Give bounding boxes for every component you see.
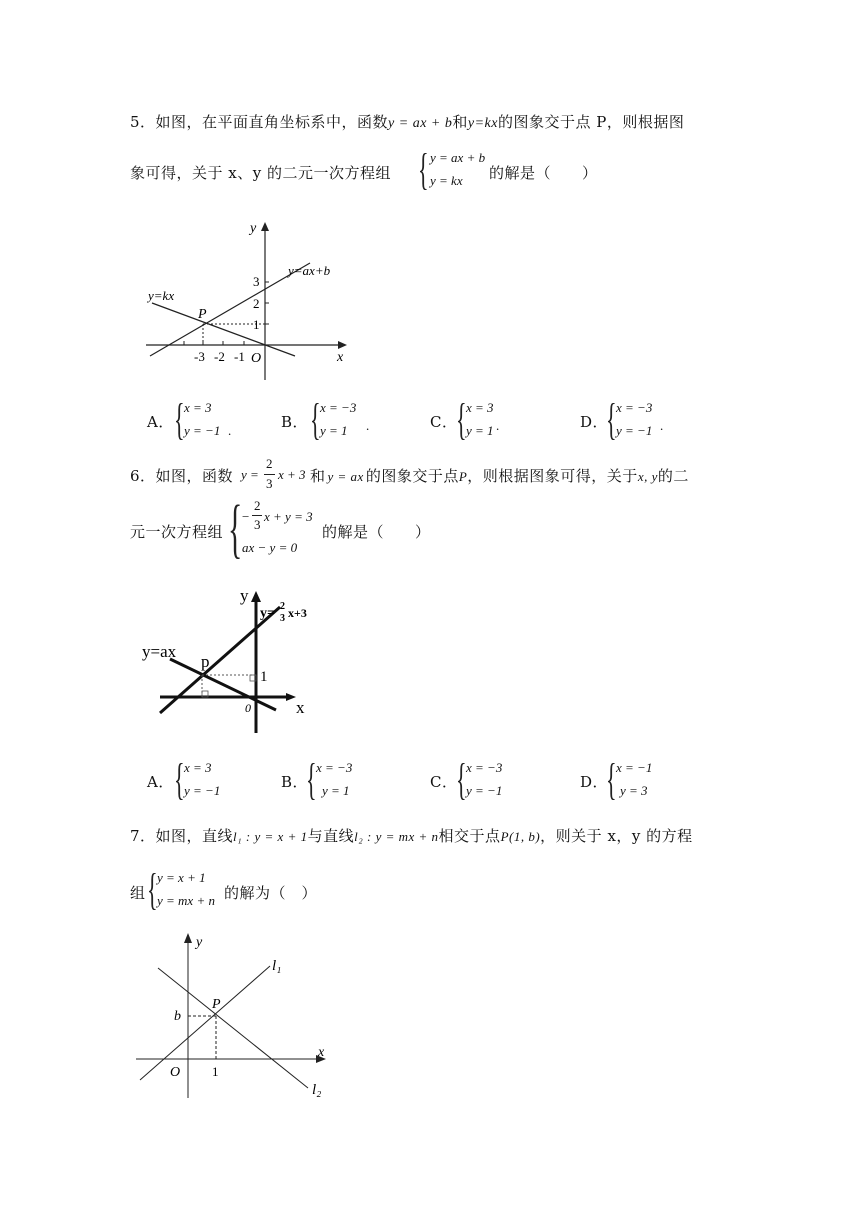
option-row: x = −3 [320,400,357,415]
option-d-system [606,755,676,804]
option-row: y = −1 [184,783,221,798]
q5-sys-row-2: y = kx [430,173,463,188]
origin-label: 0 [245,701,251,715]
line-label-kx: y=kx [148,288,175,303]
q5-text: 5．如图，在平面直角坐标系中，函数 [130,113,389,131]
q7-l2-eq: l₂ : y = mx + n [354,829,439,844]
option-row: y = 3 [620,783,648,798]
brace-icon: { [456,395,467,444]
q6-text: ，则根据图象可得，关于 [467,467,638,485]
option-period: . [366,418,370,433]
tick-label: -3 [194,349,205,364]
axis-label-y: y [250,221,257,236]
option-a-system [174,755,244,804]
q6-line-1 [130,466,233,486]
option-d-system [606,395,676,444]
point-label-p: P [212,997,221,1012]
q5-text: 的图象交于点 P，则根据图 [497,113,685,131]
q5-equation-system [418,145,498,194]
frac-numerator: 2 [254,498,261,513]
y-arrow-icon [251,591,261,602]
q6-text: 6．如图，函数 [130,467,234,485]
frac-denominator: 3 [254,517,261,532]
point-label-p: p [201,652,210,671]
q7-text: ，则关于 x，y 的方程 [540,827,693,845]
q7-sys-row-1: y = x + 1 [157,870,206,885]
point-label-p: P [198,307,207,322]
axis-label-x: x [337,350,344,365]
q7-figure [130,928,340,1108]
q5-line-1 [130,112,684,134]
q7-text: 与直线 [307,827,355,845]
option-row: y = −1 [466,783,503,798]
tick-label: 2 [253,296,260,311]
q6-answer-paren: 的解是（ ） [322,523,431,541]
brace-icon: { [147,865,158,914]
line-l1 [140,966,270,1080]
option-label: A． [147,773,174,791]
option-label: D． [580,413,609,431]
option-label: C． [430,413,458,431]
option-label: B． [281,773,309,791]
q7-l1-eq: l₁ : y = x + 1 [233,829,308,844]
q6-eq1-y: y = [241,467,259,482]
q6-text: 的二 [657,467,689,485]
frac-denominator: 3 [266,476,273,491]
origin-label: O [251,351,262,366]
tick-label: -2 [214,349,225,364]
option-row: y = 1 [320,423,348,438]
line-label-l1: l₁ [272,958,282,974]
q7-sys-row-2: y = mx + n [157,893,215,908]
q6-text: 和 [310,467,326,485]
x-arrow-icon [338,341,347,349]
option-period: . [228,423,232,438]
q7-point: P(1, b) [500,829,541,844]
option-row: x = −3 [316,760,353,775]
q7-line-2: 组 [130,884,146,902]
frac-bar [264,474,275,475]
line-label-ax: y=ax [142,642,177,661]
option-label: B． [281,413,309,431]
frac-numerator: 2 [266,456,273,471]
q5-answer-paren: 的解是（ ） [489,164,598,182]
option-row: x = 3 [184,760,212,775]
option-label: C． [430,773,458,791]
option-row: x = −1 [616,760,653,775]
option-row: y = 1 [466,423,494,438]
frac-denominator: 3 [280,613,285,624]
origin-label: O [170,1065,181,1080]
option-label: D． [580,773,609,791]
option-b-system [306,755,376,804]
axis-label-x: x [318,1045,325,1060]
q6-eq1-rest: x + 3 [278,467,306,482]
option-row: x = 3 [466,400,494,415]
q5-text: 象可得，关于 x、y 的二元一次方程组 [130,164,391,182]
brace-icon: { [418,145,429,194]
y-arrow-icon [261,222,269,231]
line-label-l2: l₂ [312,1082,322,1098]
q6-text: 的图象交于点 [365,467,459,485]
option-a-system [174,395,244,444]
axis-label-x: x [296,698,305,717]
tick-label: -1 [234,349,245,364]
option-row: x = 3 [184,400,212,415]
brace-icon: { [228,492,243,565]
y-arrow-icon [184,933,192,943]
line-ax-b [150,263,310,356]
q6-line-1b [310,466,689,487]
option-row: x = −3 [616,400,653,415]
q6-eq2: y = ax [327,469,364,484]
q5-figure [140,218,360,383]
option-row: y = 1 [322,783,350,798]
axis-label-y: y [196,935,203,950]
q6-equation-system [228,492,328,565]
tick-label: 3 [253,274,260,289]
axis-label-y: y [240,586,249,605]
option-row: y = −1 [184,423,221,438]
q6-sys-row-1: x + y = 3 [264,509,313,524]
line-label-ax-b: y=ax+b [288,263,331,278]
q5-sys-row-1: y = ax + b [430,150,486,165]
option-c-system [456,395,526,444]
tick-label-b: b [174,1009,181,1024]
q6-line-2: 元一次方程组 [130,523,224,541]
q7-text: 相交于点 [438,827,501,845]
option-label: A． [147,413,174,431]
tick-label: 1 [260,669,268,685]
q5-eq1: y = ax + b [388,116,453,131]
brace-icon: { [606,755,617,804]
option-b-system [310,395,380,444]
x-arrow-icon [286,693,296,701]
option-row: y = −1 [616,423,653,438]
brace-icon: { [310,395,321,444]
q7-line-1 [130,826,693,847]
line-label-top: x+3 [288,606,307,620]
q6-p: P [458,469,468,484]
q5-text: 和 [452,113,468,131]
option-period: . [496,418,500,433]
brace-icon: { [606,395,617,444]
q6-xy: x, y [637,469,658,484]
q6-sys-row-2: ax − y = 0 [242,540,298,555]
q7-answer-paren: 的解为（ ） [224,884,318,902]
option-row: x = −3 [466,760,503,775]
option-c-system [456,755,526,804]
brace-icon: { [456,755,467,804]
brace-icon: { [174,395,185,444]
option-period: . [660,418,664,433]
q7-text: 7．如图，直线 [130,827,234,845]
q5-eq2: y=kx [467,116,498,131]
brace-icon: { [306,755,317,804]
brace-icon: { [174,755,185,804]
q5-line-2 [130,163,391,183]
line-label-top: y= [260,606,275,621]
tick-label: 1 [253,317,260,332]
frac-bar [252,515,262,516]
q6-figure [140,585,330,735]
minus-sign: − [242,509,250,524]
tick-label: 1 [212,1064,219,1079]
line-l2 [158,968,308,1088]
frac-numerator: 2 [280,601,285,612]
